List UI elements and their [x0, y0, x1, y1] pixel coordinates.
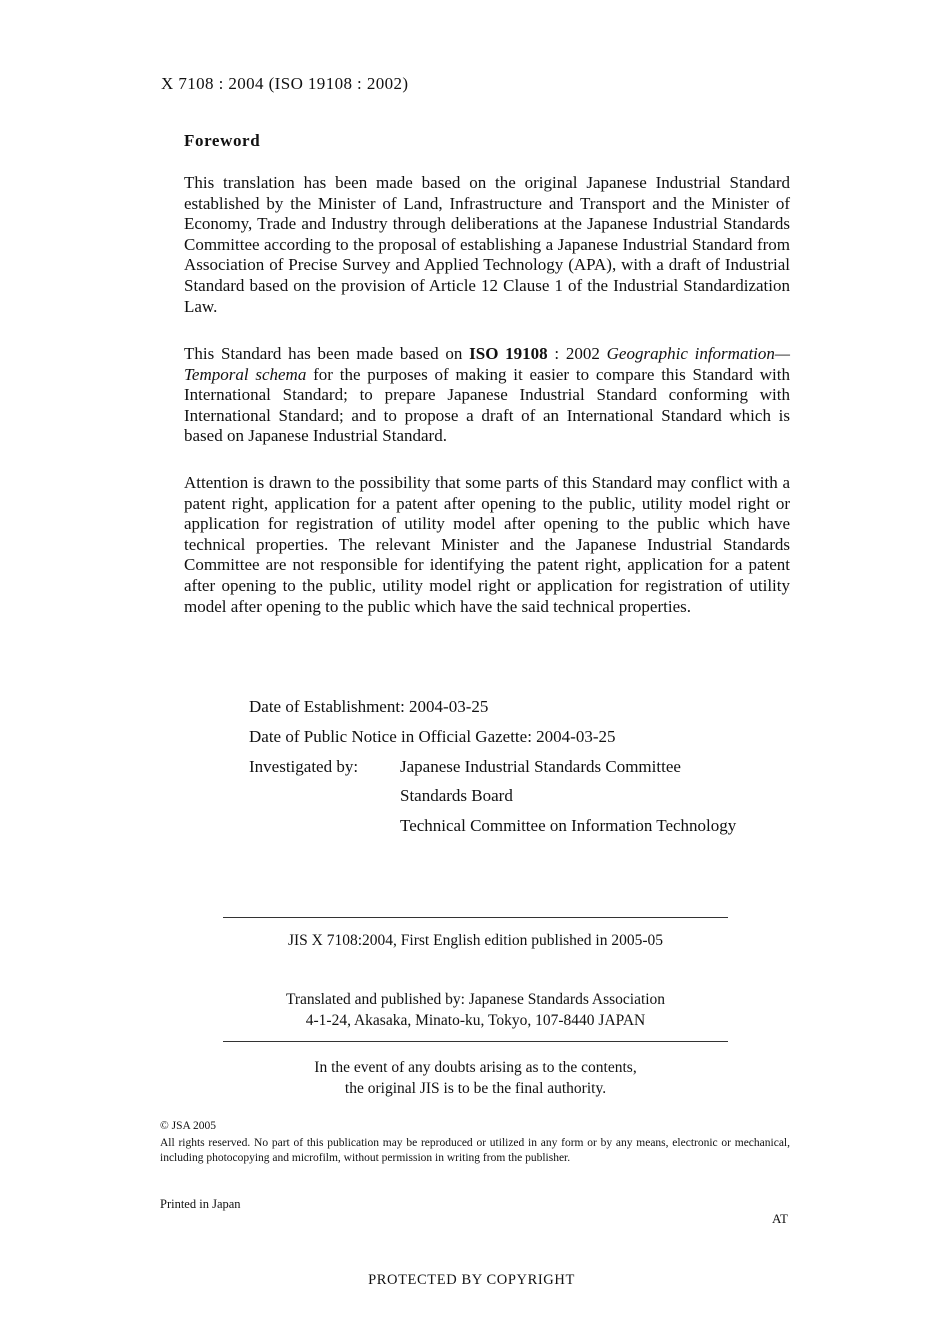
investigator-item: Technical Committee on Information Technology [400, 816, 737, 835]
date-of-establishment: Date of Establishment: 2004-03-25 [249, 697, 489, 716]
authority-note-line: the original JIS is to be the final authority. [344, 1080, 607, 1097]
foreword-paragraph-2 [184, 344, 790, 447]
investigator-item: Standards Board [400, 786, 513, 805]
date-of-public-notice: Date of Public Notice in Official Gazette: 2004-03-25 [249, 727, 616, 746]
copyright-notice: © JSA 2005 [160, 1120, 217, 1132]
divider [223, 1041, 728, 1042]
edition-note: JIS X 7108:2004, First English edition published in 2005-05 [287, 932, 664, 949]
investigated-by-label: Investigated by: [249, 757, 359, 776]
iso-title: Geographic information—Temporal schema [184, 344, 791, 384]
authority-note-line: In the event of any doubts arising as to the contents, [314, 1059, 637, 1076]
authority-note [223, 1057, 728, 1099]
p2-year: : 2002 [547, 344, 607, 363]
document-header: X 7108 : 2004 (ISO 19108 : 2002) [161, 74, 409, 93]
publisher-line: Translated and published by: Japanese Standards Association [285, 991, 666, 1008]
foreword-paragraph-1: This translation has been made based on the original Japanese Industrial Standard established by the Minister of Land, Infrastructure and Transport and the Minister of Economy, Trade and Industry through deliberations at the Japanese Industrial Standards Committee according to the proposal of establishing a Japanese Industrial Standard from Association of Precise Survey and Applied Technology (APA), with a draft of Industrial Standard based on the provision of Article 12 Clause 1 of the Industrial Standardization Law. [184, 173, 790, 316]
divider [223, 917, 728, 918]
copyright-footer: PROTECTED BY COPYRIGHT [368, 1272, 575, 1288]
rights-statement: All rights reserved. No part of this publication may be reproduced or utilized in any form or by any means, electronic or mechanical, including photocopying and microfilm, without permission in writing from the publisher. [160, 1137, 790, 1164]
investigator-item: Japanese Industrial Standards Committee [400, 757, 681, 776]
section-title: Foreword [184, 131, 261, 150]
publisher-info [223, 989, 728, 1031]
p2-text-pre: This Standard has been made based on [184, 344, 470, 363]
iso-reference: ISO 19108 [469, 344, 548, 363]
publisher-address: 4-1-24, Akasaka, Minato-ku, Tokyo, 107-8440 JAPAN [305, 1012, 646, 1029]
printed-in: Printed in Japan [160, 1197, 241, 1211]
document-code: AT [772, 1211, 788, 1226]
p2-text-post: for the purposes of making it easier to compare this Standard with International Standard; to prepare Japanese Industrial Standard conforming with International Standard; and to propose a draft of an International Standard which is based on Japanese Industrial Standard. [184, 364, 790, 446]
foreword-paragraph-3: Attention is drawn to the possibility that some parts of this Standard may conflict with a patent right, application for a patent after opening to the public, utility model right or application for registration of utility model after opening to the public which have technical properties. The relevant Minister and the Japanese Industrial Standards Committee are not responsible for identifying the patent right, application for a patent after opening to the public, utility model right or application for registration of utility model after opening to the public which have the said technical properties. [184, 473, 790, 616]
